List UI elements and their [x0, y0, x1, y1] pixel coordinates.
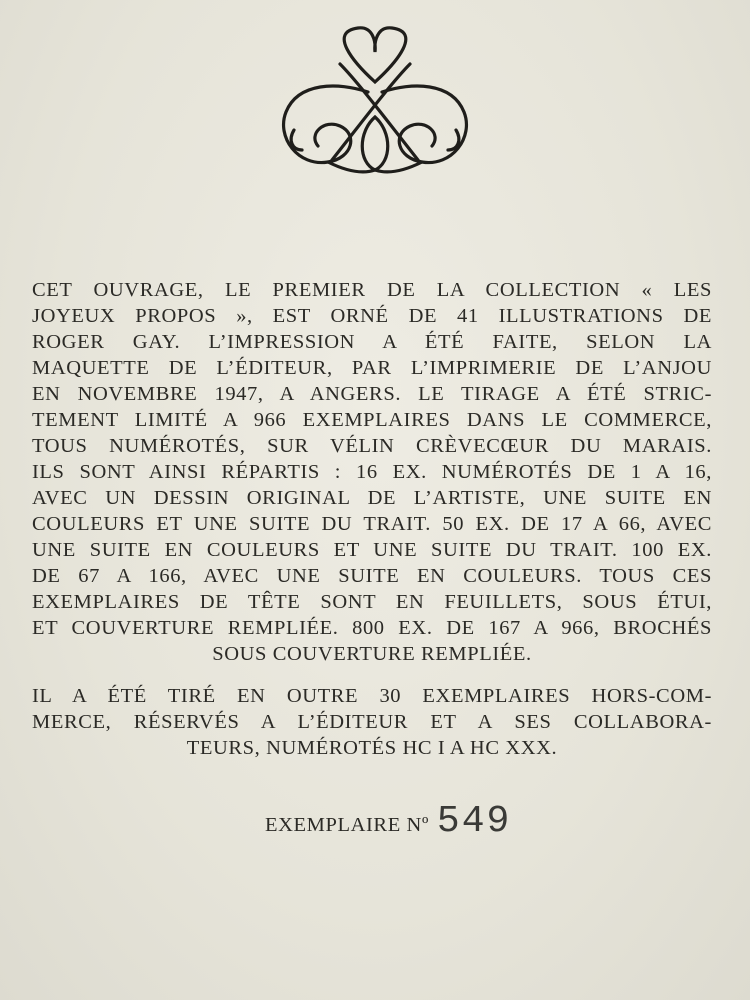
- colophon-line: UNE SUITE EN COULEURS ET UNE SUITE DU TRAIT. 100 EX.: [32, 539, 712, 561]
- colophon-line: EXEMPLAIRES DE TÊTE SONT EN FEUILLETS, SOUS ÉTUI,: [32, 591, 712, 613]
- copy-number-label: EXEMPLAIRE Nº: [265, 814, 429, 836]
- colophon-line: TOUS NUMÉROTÉS, SUR VÉLIN CRÈVECŒUR DU MARAIS.: [32, 435, 712, 457]
- colophon-text: [32, 277, 712, 761]
- colophon-line: ET COUVERTURE REMPLIÉE. 800 EX. DE 167 A 966, BROCHÉS: [32, 617, 712, 639]
- colophon-line: MERCE, RÉSERVÉS A L’ÉDITEUR ET A SES COLLABORA-: [32, 711, 712, 733]
- colophon-line: IL A ÉTÉ TIRÉ EN OUTRE 30 EXEMPLAIRES HORS-COM-: [32, 685, 712, 707]
- colophon-line: TEURS, NUMÉROTÉS HC I A HC XXX.: [186, 737, 558, 759]
- colophon-line: ILS SONT AINSI RÉPARTIS : 16 EX. NUMÉROTÉS DE 1 A 16,: [32, 461, 712, 483]
- colophon-line: JOYEUX PROPOS », EST ORNÉ DE 41 ILLUSTRATIONS DE: [32, 305, 712, 327]
- colophon-line: COULEURS ET UNE SUITE DU TRAIT. 50 EX. DE 17 A 66, AVEC: [32, 513, 712, 535]
- colophon-line: DE 67 A 166, AVEC UNE SUITE EN COULEURS. TOUS CES: [32, 565, 712, 587]
- ornamental-monogram-icon: [258, 22, 492, 178]
- colophon-line: AVEC UN DESSIN ORIGINAL DE L’ARTISTE, UNE SUITE EN: [32, 487, 712, 509]
- colophon-line: ROGER GAY. L’IMPRESSION A ÉTÉ FAITE, SELON LA: [32, 331, 712, 353]
- colophon-line: EN NOVEMBRE 1947, A ANGERS. LE TIRAGE A ÉTÉ STRIC-: [32, 383, 712, 405]
- colophon-line: TEMENT LIMITÉ A 966 EXEMPLAIRES DANS LE COMMERCE,: [32, 409, 712, 431]
- copy-number: [265, 800, 511, 843]
- copy-number-value: 549: [436, 800, 512, 843]
- colophon-paragraph: [32, 277, 712, 667]
- colophon-line: SOUS COUVERTURE REMPLIÉE.: [212, 643, 532, 665]
- hors-commerce-paragraph: [32, 683, 712, 761]
- colophon-line: MAQUETTE DE L’ÉDITEUR, PAR L’IMPRIMERIE DE L’ANJOU: [32, 357, 712, 379]
- colophon-line: CET OUVRAGE, LE PREMIER DE LA COLLECTION « LES: [32, 279, 712, 301]
